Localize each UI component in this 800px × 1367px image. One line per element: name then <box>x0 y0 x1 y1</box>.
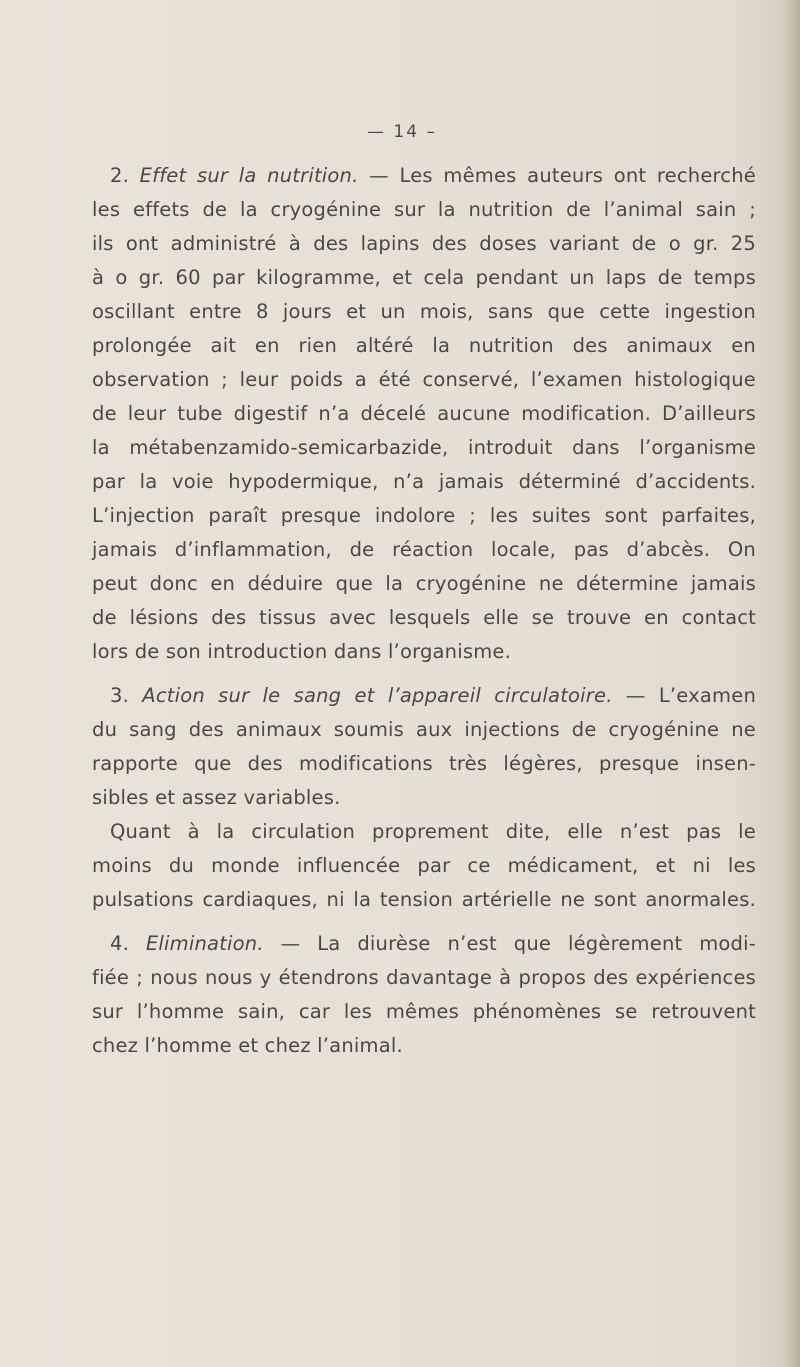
text-line: prolongée ait en rien altéré la nutrition des animaux en <box>92 334 756 357</box>
text-line: sur l’homme sain, car les mêmes phénomènes se retrouvent <box>92 1000 756 1023</box>
text-line: de lésions des tissus avec lesquels elle se trouve en contact <box>92 606 756 629</box>
section-3-number: 3. <box>110 684 130 707</box>
section-4-title: Elimination. <box>145 932 264 955</box>
section-2-number: 2. <box>110 164 130 187</box>
text-line: peut donc en déduire que la cryogénine ne détermine jamais <box>92 572 756 595</box>
text-line: jamais d’inflammation, de réaction locale, pas d’abcès. On <box>92 538 756 561</box>
section-3-heading-text: — L’examen <box>612 684 756 707</box>
text-line: les effets de la cryogénine sur la nutrition de l’animal sain ; <box>92 198 756 221</box>
text-line: chez l’homme et chez l’animal. <box>92 1034 403 1057</box>
text-line: moins du monde influencée par ce médicament, et ni les <box>92 854 756 877</box>
text-line: ils ont administré à des lapins des doses variant de o gr. 25 <box>92 232 756 255</box>
text-line: pulsations cardiaques, ni la tension artérielle ne sont anormales. <box>92 888 756 911</box>
text-line: fiée ; nous nous y étendrons davantage à propos des expériences <box>92 966 756 989</box>
text-line: la métabenzamido-semicarbazide, introduit dans l’organisme <box>92 436 756 459</box>
section-4-heading-text: — La diurèse n’est que légèrement modi- <box>263 932 756 955</box>
text-line: observation ; leur poids a été conservé, l’examen histologique <box>92 368 756 391</box>
text-line: Quant à la circulation proprement dite, elle n’est pas le <box>110 820 756 843</box>
text-line: du sang des animaux soumis aux injections de cryogénine ne <box>92 718 756 741</box>
text-line: L’injection paraît presque indolore ; les suites sont parfaites, <box>92 504 756 527</box>
text-line: de leur tube digestif n’a décelé aucune modification. D’ailleurs <box>92 402 756 425</box>
section-2-title: Effet sur la nutrition. <box>139 164 359 187</box>
text-line: par la voie hypodermique, n’a jamais déterminé d’accidents. <box>92 470 756 493</box>
text-line: sibles et assez variables. <box>92 786 341 809</box>
text-line: lors de son introduction dans l’organisme. <box>92 640 512 663</box>
page-edge-shadow <box>782 0 800 1367</box>
text-line: à o gr. 60 par kilogramme, et cela pendant un laps de temps <box>92 266 756 289</box>
section-4-heading-line <box>92 934 756 954</box>
text-line: oscillant entre 8 jours et un mois, sans que cette ingestion <box>92 300 756 323</box>
section-2-heading-text: — Les mêmes auteurs ont recherché <box>358 164 756 187</box>
section-2-heading-line <box>92 166 756 186</box>
section-3-heading-line <box>92 686 756 706</box>
section-3-title: Action sur le sang et l’appareil circulatoire. <box>142 684 613 707</box>
text-line: rapporte que des modifications très légères, presque insen- <box>92 752 756 775</box>
page-number: — 14 – <box>367 122 437 142</box>
section-4-number: 4. <box>110 932 130 955</box>
